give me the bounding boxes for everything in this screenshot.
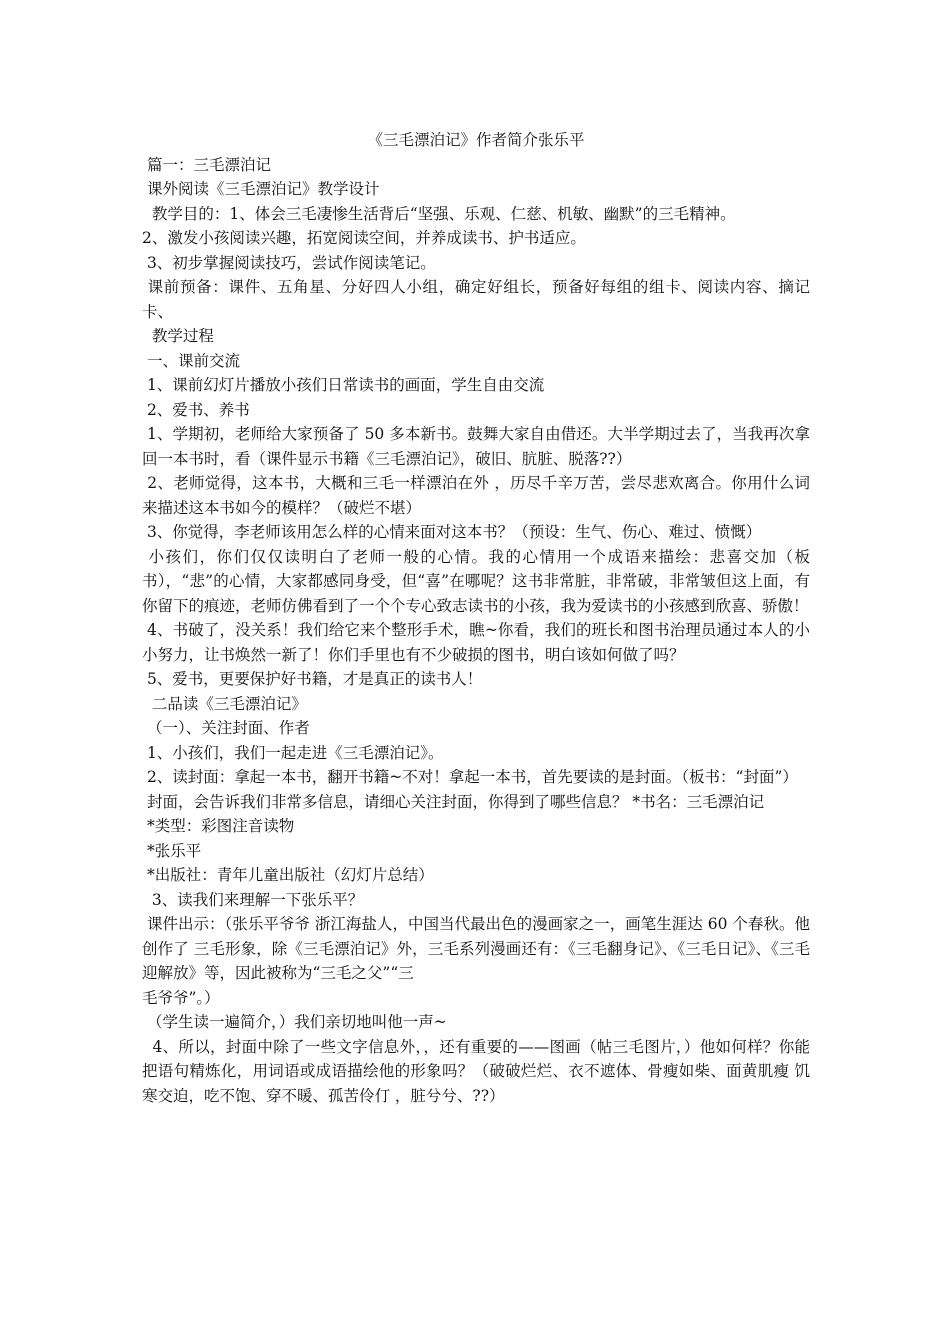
paragraph: 4、书破了，没关系！我们给它来个整形手术，瞧~你看，我们的班长和图书治理员通过本人的小小努力，让书焕然一新了！你们手里也有不少破损的图书，明白该如何做了吗？ [142, 621, 810, 664]
paragraph: 教学目的：1、体会三毛凄惨生活背后“坚强、乐观、仁慈、机敏、幽默”的三毛精神。 [142, 204, 736, 223]
paragraph: 4、所以，封面中除了一些文字信息外，，还有重要的——图画（帖三毛图片，）他如何样？你能把语句精炼化，用词语或成语描绘他的形象吗？（破破烂烂、衣不遮体、骨瘦如柴、面黄肌瘦 饥寒交迫，吃不饱、穿不暖、孤苦伶仃 ，脏兮兮、??） [142, 1037, 810, 1105]
paragraph: 5、爱书，更要保护好书籍，才是真正的读书人！ [142, 670, 483, 688]
paragraph: 1、小孩们，我们一起走进《三毛漂泊记》。 [142, 743, 444, 762]
paragraph: 一、课前交流 [142, 351, 240, 370]
paragraph: （一）、关注封面、作者 [142, 719, 310, 737]
paragraph: 3、读我们来理解一下张乐平？ [142, 890, 364, 909]
paragraph: 2、激发小孩阅读兴趣，拓宽阅读空间，并养成读书、护书适应。 [142, 229, 586, 247]
paragraph: 3、你觉得，李老师该用怎么样的心情来面对这本书？（预设：生气、伤心、难过、愤慨） [142, 523, 762, 541]
paragraph: 课件出示：（张乐平爷爷 浙江海盐人，中国当代最出色的漫画家之一，画笔生涯达 60 个春秋。他创作了 三毛形象，除《三毛漂泊记》外，三毛系列漫画还有：《三毛翻身记》、《三毛日记》、《三毛迎解放》等，因此被称为“三毛之父”“三 [142, 915, 810, 982]
paragraph: 篇一：三毛漂泊记 [142, 155, 271, 174]
paragraph: 毛爷爷”。） [142, 988, 220, 1007]
paragraph: 教学过程 [142, 327, 214, 345]
paragraph: 课外阅读《三毛漂泊记》教学设计 [142, 180, 380, 198]
paragraph: （学生读一遍简介，）我们亲切地叫他一声~ [142, 1013, 447, 1031]
paragraph: *类型：彩图注音读物 [142, 817, 295, 835]
paragraph-list [142, 153, 810, 1109]
paragraph: 2、爱书、养书 [142, 400, 250, 419]
paragraph: 3、初步掌握阅读技巧，尝试作阅读笔记。 [142, 253, 436, 272]
paragraph: 封面，会告诉我们非常多信息，请细心关注封面，你得到了哪些信息？ *书名：三毛漂泊记 [142, 792, 765, 811]
paragraph: 课前预备：课件、五角星、分好四人小组，确定好组长，预备好每组的组卡、阅读内容、摘记卡、 [142, 278, 810, 321]
paragraph: 1、学期初，老师给大家预备了 50 多本新书。鼓舞大家自由借还。大半学期过去了，当我再次拿回一本书时，看（课件显示书籍《三毛漂泊记》，破旧、肮脏、脱落??） [142, 425, 810, 468]
paragraph: *张乐平 [142, 841, 202, 860]
paragraph: 2、老师觉得，这本书，大概和三毛一样漂泊在外 ，历尽千辛万苦，尝尽悲欢离合。你用什么词来描述这本书如今的模样？（破烂不堪） [142, 474, 810, 517]
paragraph: 二品读《三毛漂泊记》 [142, 694, 307, 713]
document-body [142, 128, 810, 1108]
paragraph: 小孩们，你们仅仅读明白了老师一般的心情。我的心情用一个成语来描绘：悲喜交加（板书），“悲”的心情，大家都感同身受，但“喜”在哪呢？这书非常脏，非常破，非常皱但这上面，有你留下的痕迹，老师仿佛看到了一个个专心致志读书的小孩，我为爱读书的小孩感到欣喜、骄傲！ [142, 547, 810, 615]
document-title: 《三毛漂泊记》作者简介张乐平 [367, 131, 585, 149]
paragraph: 1、课前幻灯片播放小孩们日常读书的画面，学生自由交流 [142, 376, 545, 394]
paragraph: 2、读封面：拿起一本书，翻开书籍~不对！拿起一本书，首先要读的是封面。（板书：“封面”） [142, 768, 798, 786]
paragraph: *出版社：青年儿童出版社（幻灯片总结） [142, 866, 434, 884]
